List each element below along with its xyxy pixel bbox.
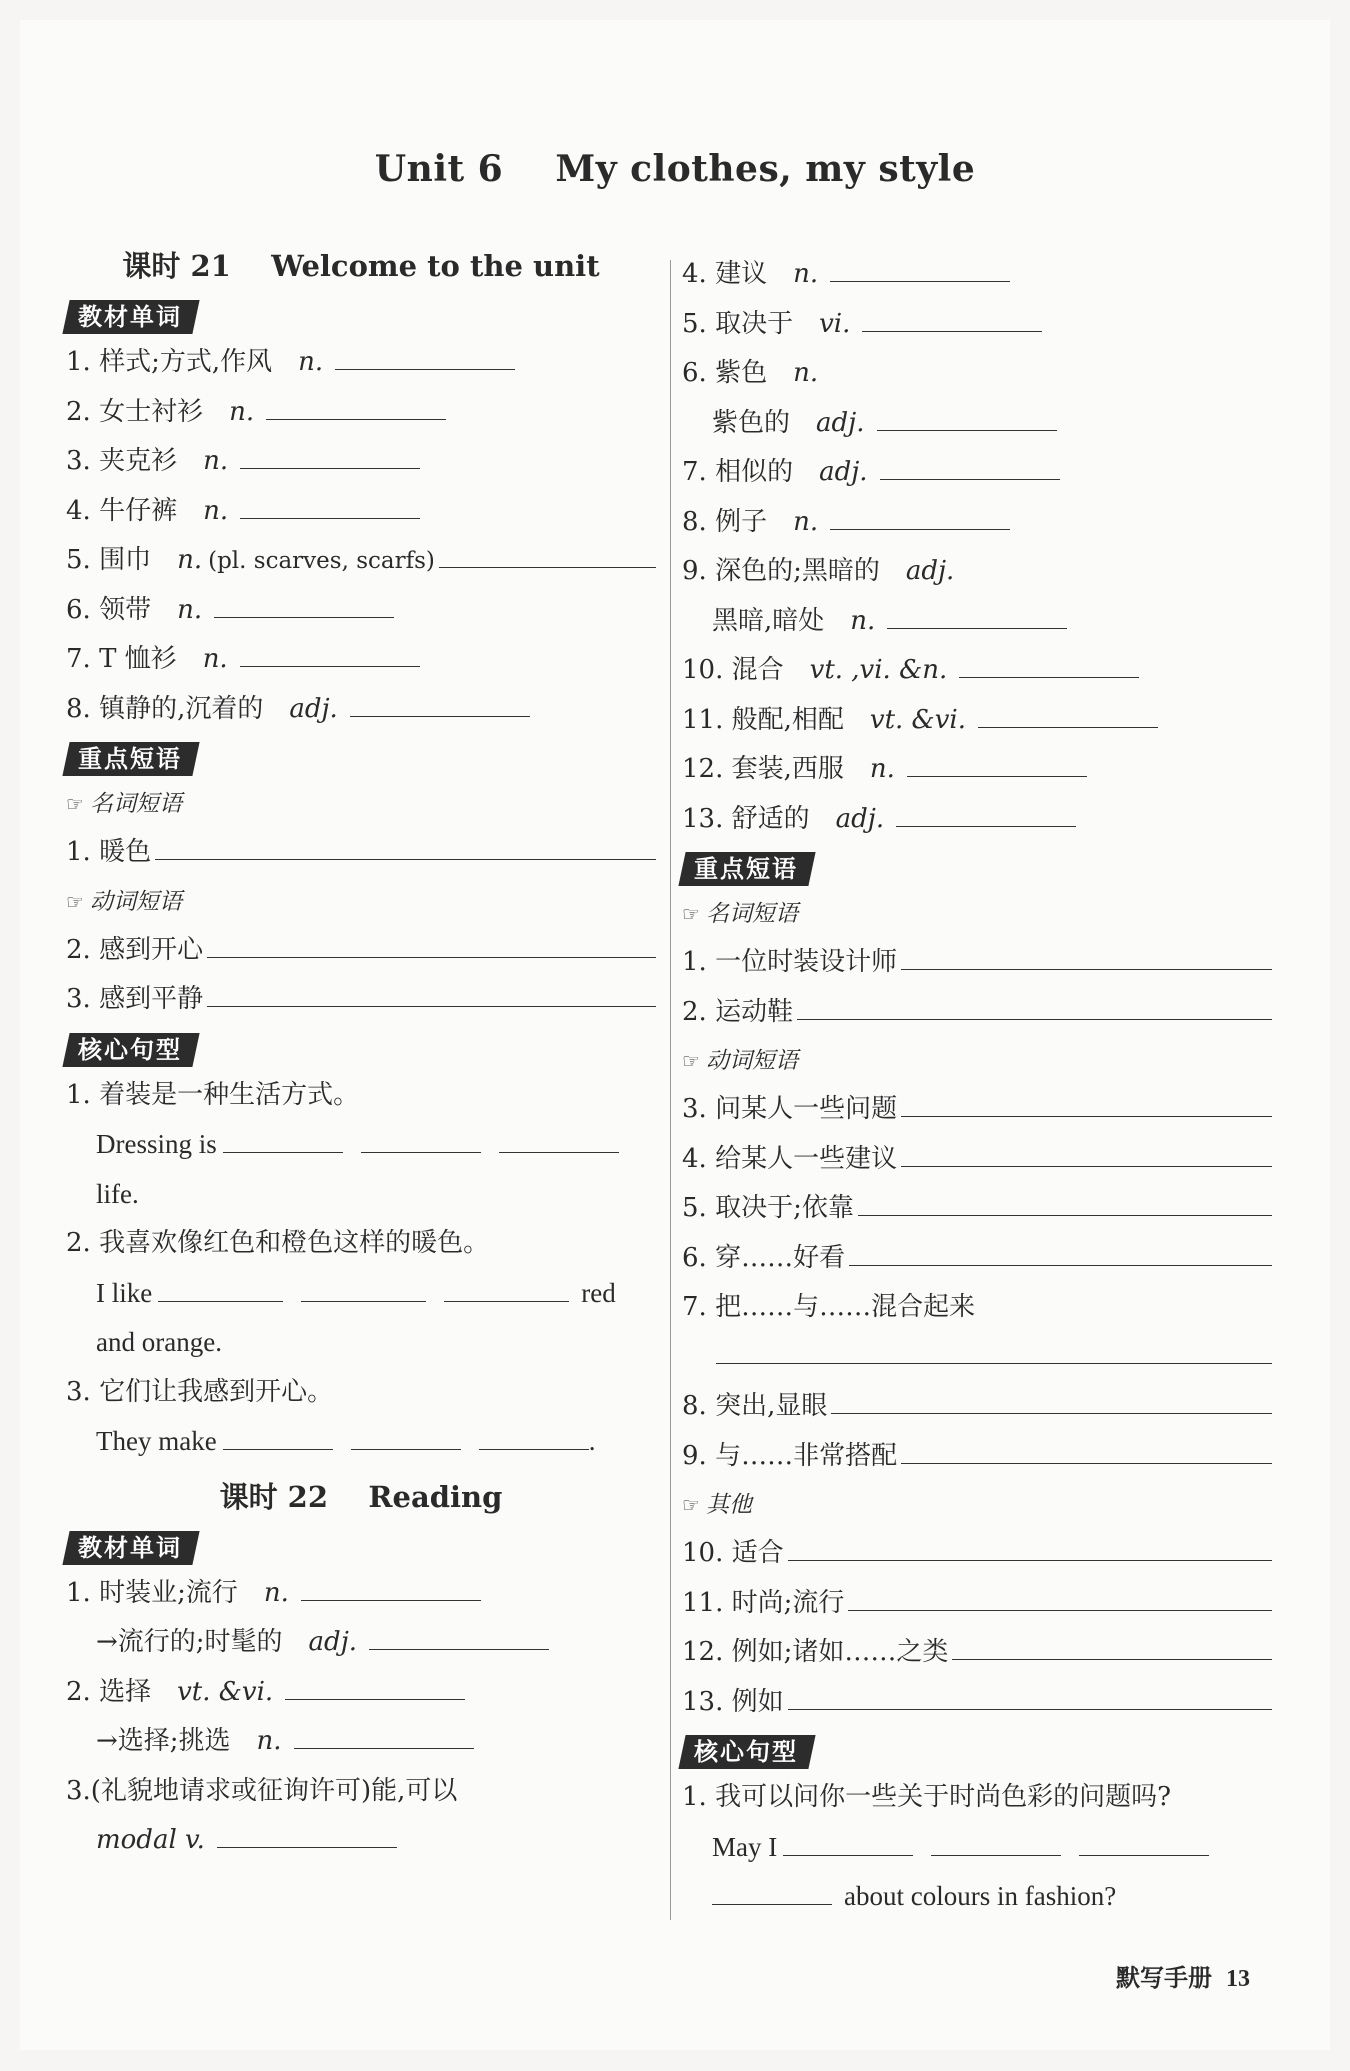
page-footer bbox=[1116, 1958, 1250, 1993]
word-meaning: 3. 夹克衫 bbox=[66, 446, 178, 476]
noun-phrase-heading: ☞ 名词短语 bbox=[682, 901, 798, 927]
word-row bbox=[66, 437, 656, 487]
answer-blank[interactable] bbox=[214, 587, 394, 618]
answer-blank[interactable] bbox=[240, 636, 420, 667]
answer-blank[interactable] bbox=[217, 1817, 397, 1848]
sentence-en-cont: and orange. bbox=[96, 1327, 222, 1357]
answer-blank[interactable] bbox=[880, 449, 1060, 480]
word-row bbox=[682, 498, 1272, 548]
sentence-cn: 1. 我可以问你一些关于时尚色彩的问题吗? bbox=[682, 1782, 1172, 1812]
lesson-22-word-list-right bbox=[682, 250, 1272, 844]
answer-blank[interactable] bbox=[896, 796, 1076, 827]
part-of-speech: n. bbox=[793, 506, 819, 537]
word-meaning: 7. 相似的 bbox=[682, 457, 794, 487]
word-meaning: 11. 般配,相配 bbox=[682, 704, 844, 735]
answer-blank[interactable] bbox=[901, 1433, 1272, 1464]
answer-blank[interactable] bbox=[830, 499, 1010, 530]
answer-blank[interactable] bbox=[301, 1271, 426, 1302]
answer-blank[interactable] bbox=[858, 1185, 1272, 1216]
lesson-22-word-list-left bbox=[66, 1569, 656, 1866]
word-row bbox=[682, 547, 1272, 597]
word-meaning: 7. T 恤衫 bbox=[66, 644, 177, 674]
answer-blank[interactable] bbox=[207, 927, 656, 958]
word-meaning: 1. 样式;方式,作风 bbox=[66, 347, 273, 377]
pointing-hand-icon: ☞ bbox=[66, 792, 84, 816]
part-of-speech: adj. bbox=[905, 556, 955, 586]
phrase-text: 2. 运动鞋 bbox=[682, 996, 794, 1027]
answer-blank[interactable] bbox=[240, 438, 420, 469]
part-of-speech: n. bbox=[203, 495, 229, 526]
lesson-21-title: 课时 21 Welcome to the unit bbox=[122, 249, 600, 283]
pointing-hand-icon: ☞ bbox=[66, 889, 84, 914]
sentence-en-cont: about colours in fashion? bbox=[682, 1872, 1272, 1922]
answer-blank[interactable] bbox=[444, 1271, 569, 1302]
verb-phrase-list bbox=[682, 1085, 1272, 1283]
phrase-row bbox=[682, 1234, 1272, 1284]
page-number: 13 bbox=[1226, 1966, 1250, 1992]
word-row bbox=[66, 586, 656, 636]
pointing-hand-icon: ☞ bbox=[682, 1493, 700, 1517]
word-row bbox=[66, 1618, 656, 1668]
phrase-text: 11. 时尚;流行 bbox=[682, 1587, 845, 1618]
part-of-speech: adj. bbox=[816, 407, 865, 438]
answer-blank[interactable] bbox=[499, 1122, 619, 1153]
word-meaning: 2. 女士衬衫 bbox=[66, 396, 204, 427]
phrase-text: 3. 问某人一些问题 bbox=[682, 1094, 898, 1124]
part-of-speech: n. bbox=[256, 1726, 282, 1756]
word-row bbox=[682, 399, 1272, 449]
section-tag-phrases: 重点短语 bbox=[678, 852, 815, 886]
answer-blank[interactable] bbox=[223, 1122, 343, 1153]
answer-blank[interactable] bbox=[240, 488, 420, 519]
answer-blank[interactable] bbox=[788, 1530, 1272, 1561]
phrase-row bbox=[682, 1579, 1272, 1629]
word-meaning: →流行的;时髦的 bbox=[96, 1627, 283, 1657]
phrase-row: 3. 感到平静 bbox=[66, 975, 656, 1025]
verb-phrase-heading: ☞ 动词短语 bbox=[682, 1048, 798, 1074]
word-meaning: →选择;挑选 bbox=[96, 1726, 231, 1756]
phrase-row-blank bbox=[682, 1333, 1272, 1383]
part-of-speech: n. bbox=[793, 358, 819, 388]
section-tag-words: 教材单词 bbox=[62, 300, 199, 334]
answer-blank[interactable] bbox=[158, 1271, 283, 1302]
phrase-row: 2. 感到开心 bbox=[66, 926, 656, 976]
pointing-hand-icon: ☞ bbox=[682, 1049, 700, 1073]
answer-blank[interactable] bbox=[931, 1825, 1061, 1856]
word-row bbox=[66, 388, 656, 438]
word-meaning: 8. 例子 bbox=[682, 506, 768, 537]
word-meaning: 12. 套装,西服 bbox=[682, 754, 844, 784]
word-row bbox=[66, 1569, 656, 1619]
answer-blank[interactable] bbox=[479, 1419, 589, 1450]
word-row bbox=[66, 1816, 656, 1866]
phrase-text: 8. 突出,显眼 bbox=[682, 1391, 828, 1421]
answer-blank[interactable] bbox=[1079, 1825, 1209, 1856]
phrase-text: 9. 与……非常搭配 bbox=[682, 1440, 898, 1471]
phrase-row bbox=[682, 1678, 1272, 1728]
part-of-speech: adj. bbox=[835, 803, 885, 834]
answer-blank[interactable] bbox=[901, 1086, 1272, 1117]
answer-blank[interactable] bbox=[907, 746, 1087, 777]
pointing-hand-icon: ☞ bbox=[682, 902, 700, 926]
phrase-text: 1. 一位时装设计师 bbox=[682, 947, 898, 977]
unit-title: Unit 6 My clothes, my style bbox=[374, 148, 976, 190]
word-row bbox=[66, 1767, 656, 1817]
phrase-text: 12. 例如;诸如……之类 bbox=[682, 1637, 949, 1667]
part-of-speech: n. bbox=[850, 605, 876, 636]
word-meaning: 4. 牛仔裤 bbox=[66, 495, 178, 526]
sentence-en: I like red bbox=[66, 1269, 656, 1319]
answer-blank[interactable] bbox=[439, 537, 656, 568]
answer-blank[interactable] bbox=[266, 389, 446, 420]
phrase-text: 10. 适合 bbox=[682, 1538, 784, 1568]
phrase-row bbox=[682, 1135, 1272, 1185]
word-row bbox=[66, 685, 656, 735]
answer-blank[interactable] bbox=[369, 1619, 549, 1650]
answer-blank[interactable] bbox=[797, 989, 1272, 1020]
answer-blank[interactable] bbox=[223, 1419, 333, 1450]
word-row bbox=[66, 1668, 656, 1718]
word-row bbox=[682, 795, 1272, 845]
verb-phrase-heading: ☞ 动词短语 bbox=[66, 888, 182, 915]
word-row bbox=[66, 635, 656, 685]
answer-blank[interactable] bbox=[849, 1235, 1272, 1266]
answer-blank[interactable] bbox=[887, 598, 1067, 629]
phrase-row bbox=[682, 1529, 1272, 1579]
phrase-row bbox=[682, 988, 1272, 1038]
phrase-text: 5. 取决于;依靠 bbox=[682, 1193, 854, 1223]
word-meaning: 13. 舒适的 bbox=[682, 803, 810, 834]
sentence-en: May I bbox=[682, 1823, 1272, 1873]
part-of-speech: vt. &vi. bbox=[177, 1676, 274, 1707]
noun-phrase-heading: ☞ 名词短语 bbox=[66, 791, 182, 817]
right-column bbox=[682, 250, 1272, 1922]
sentence-cn: 1. 着装是一种生活方式。 bbox=[66, 1079, 360, 1110]
word-meaning: 4. 建议 bbox=[682, 259, 768, 289]
word-meaning: 3.(礼貌地请求或征询许可)能,可以 bbox=[66, 1775, 458, 1806]
part-of-speech: vi. bbox=[819, 308, 851, 339]
noun-phrase-list bbox=[682, 938, 1272, 1037]
section-tag-sentences: 核心句型 bbox=[678, 1735, 815, 1769]
answer-blank[interactable] bbox=[294, 1718, 474, 1749]
answer-blank[interactable] bbox=[712, 1874, 832, 1905]
word-row bbox=[682, 300, 1272, 350]
part-of-speech: vt. &vi. bbox=[869, 704, 966, 735]
answer-blank[interactable] bbox=[862, 301, 1042, 332]
word-meaning: 6. 紫色 bbox=[682, 358, 768, 388]
word-meaning: 9. 深色的;黑暗的 bbox=[682, 556, 880, 586]
part-of-speech: n. bbox=[177, 594, 203, 625]
phrase-row bbox=[682, 938, 1272, 988]
section-tag-words: 教材单词 bbox=[62, 1531, 199, 1565]
phrase-row bbox=[682, 1085, 1272, 1135]
column-divider bbox=[670, 260, 671, 1920]
word-meaning: 6. 领带 bbox=[66, 594, 152, 625]
answer-blank[interactable] bbox=[831, 1383, 1272, 1414]
answer-blank[interactable] bbox=[301, 1570, 481, 1601]
word-row bbox=[682, 250, 1272, 300]
answer-blank[interactable] bbox=[716, 1333, 1272, 1364]
section-tag-phrases: 重点短语 bbox=[62, 742, 199, 776]
answer-blank[interactable] bbox=[901, 939, 1272, 970]
answer-blank[interactable] bbox=[788, 1679, 1272, 1710]
word-meaning: 5. 围巾 bbox=[66, 545, 152, 575]
sentence-cn: 2. 我喜欢像红色和橙色这样的暖色。 bbox=[66, 1228, 490, 1258]
word-row bbox=[682, 646, 1272, 696]
word-meaning: 2. 选择 bbox=[66, 1676, 152, 1707]
answer-blank[interactable] bbox=[959, 647, 1139, 678]
answer-blank[interactable] bbox=[830, 251, 1010, 282]
part-of-speech: n. bbox=[298, 347, 324, 377]
word-meaning: 8. 镇静的,沉着的 bbox=[66, 693, 264, 724]
part-of-speech: n. bbox=[793, 259, 819, 289]
part-of-speech: adj. bbox=[819, 457, 868, 487]
part-of-speech: n. bbox=[263, 1577, 289, 1608]
other-phrase-list bbox=[682, 1529, 1272, 1727]
part-of-speech: n. bbox=[229, 396, 255, 427]
word-row bbox=[682, 745, 1272, 795]
answer-blank[interactable] bbox=[285, 1669, 465, 1700]
answer-blank[interactable] bbox=[361, 1122, 481, 1153]
answer-blank[interactable] bbox=[335, 339, 515, 370]
handbook-label: 默写手册 bbox=[1116, 1964, 1212, 1992]
word-meaning: 10. 混合 bbox=[682, 655, 784, 685]
word-row bbox=[66, 1717, 656, 1767]
part-of-speech: n. bbox=[869, 754, 895, 784]
part-of-speech: n. bbox=[203, 446, 229, 476]
phrase-text: 13. 例如 bbox=[682, 1686, 784, 1717]
part-of-speech: modal v. bbox=[96, 1825, 205, 1855]
answer-blank[interactable] bbox=[952, 1629, 1272, 1660]
part-of-speech: n. bbox=[177, 545, 203, 575]
part-of-speech: adj. bbox=[289, 693, 338, 724]
answer-blank[interactable] bbox=[350, 686, 530, 717]
left-column bbox=[66, 240, 656, 1866]
part-of-speech: adj. bbox=[308, 1627, 358, 1657]
lesson-22-title: 课时 22 Reading bbox=[219, 1479, 503, 1514]
word-row bbox=[66, 536, 656, 586]
word-row bbox=[682, 597, 1272, 647]
word-row bbox=[66, 487, 656, 537]
phrase-row: 1. 暖色 bbox=[66, 828, 656, 878]
phrase-row bbox=[682, 1432, 1272, 1482]
phrase-text: 6. 穿……好看 bbox=[682, 1242, 846, 1273]
word-row bbox=[682, 696, 1272, 746]
sentence-cn: 3. 它们让我感到开心。 bbox=[66, 1376, 334, 1407]
answer-blank[interactable] bbox=[207, 976, 656, 1007]
word-meaning: 黑暗,暗处 bbox=[712, 605, 825, 636]
answer-blank[interactable] bbox=[877, 400, 1057, 431]
answer-blank[interactable] bbox=[155, 829, 656, 860]
plural-note: (pl. scarves, scarfs) bbox=[208, 548, 435, 574]
sentence-en: Dressing is bbox=[66, 1120, 656, 1170]
phrase-row bbox=[682, 1184, 1272, 1234]
word-row bbox=[66, 338, 656, 388]
answer-blank[interactable] bbox=[978, 697, 1158, 728]
phrase-row: 7. 把……与……混合起来 bbox=[682, 1292, 976, 1322]
word-meaning: 紫色的 bbox=[712, 407, 791, 438]
phrase-row bbox=[682, 1382, 1272, 1432]
answer-blank[interactable] bbox=[901, 1136, 1272, 1167]
phrase-text: 4. 给某人一些建议 bbox=[682, 1143, 898, 1174]
word-meaning: 1. 时装业;流行 bbox=[66, 1577, 238, 1608]
word-row bbox=[682, 349, 1272, 399]
verb-phrase-list-b bbox=[682, 1382, 1272, 1481]
lesson-21-word-list bbox=[66, 338, 656, 734]
part-of-speech: n. bbox=[202, 644, 228, 674]
sentence-en-cont: life. bbox=[96, 1178, 139, 1209]
phrase-row bbox=[682, 1628, 1272, 1678]
word-row bbox=[682, 448, 1272, 498]
section-tag-sentences: 核心句型 bbox=[62, 1033, 199, 1067]
answer-blank[interactable] bbox=[351, 1419, 461, 1450]
answer-blank[interactable] bbox=[783, 1825, 913, 1856]
answer-blank[interactable] bbox=[848, 1580, 1272, 1611]
part-of-speech: vt. ,vi. &n. bbox=[809, 655, 948, 685]
other-heading: ☞ 其他 bbox=[682, 1492, 752, 1518]
word-meaning: 5. 取决于 bbox=[682, 308, 794, 339]
sentence-en: They make . bbox=[66, 1417, 656, 1467]
